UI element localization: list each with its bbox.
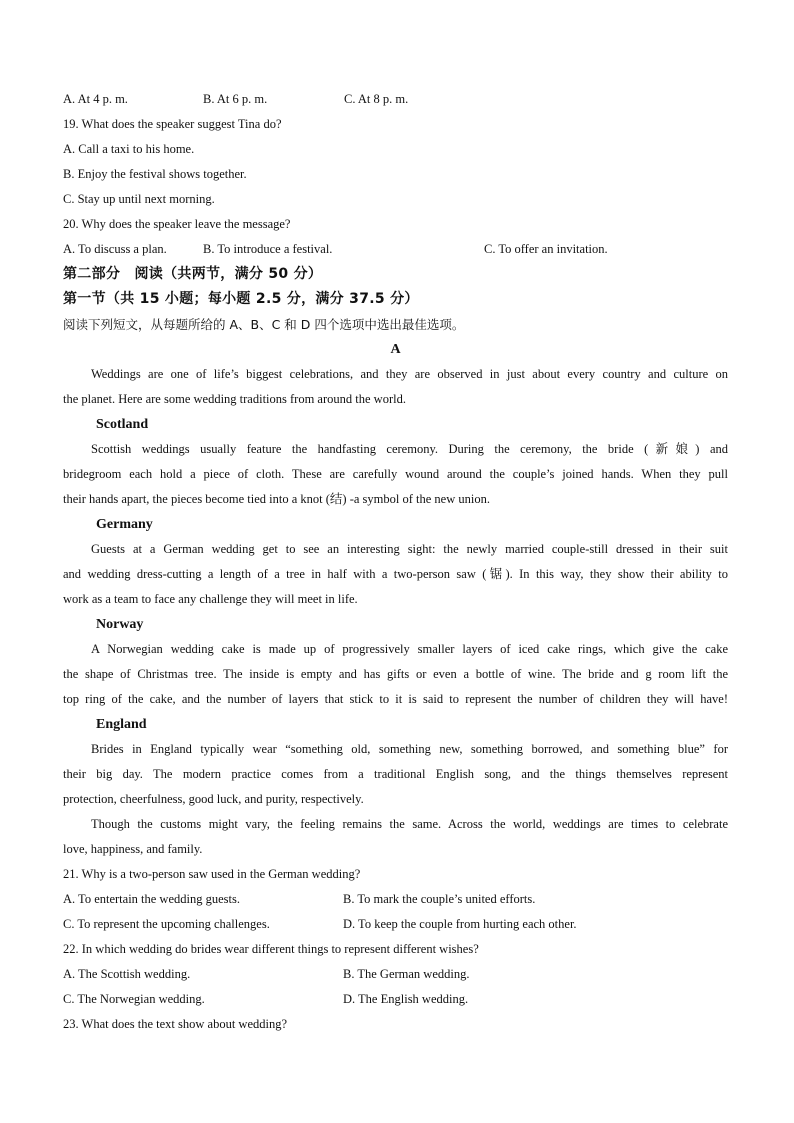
exam-page — [63, 87, 728, 1037]
norway-line-3: top ring of the cake, and the number of layers that stick to it is said to represent the number of children they will have! — [63, 692, 728, 706]
section-heading-germany: Germany — [96, 517, 153, 532]
q21-options-row-1 — [63, 887, 728, 912]
q21-option-c: C. To represent the upcoming challenges. — [63, 917, 270, 931]
england-line-2: their big day. The modern practice comes from a traditional English song, and the things themselves represent — [63, 767, 728, 781]
q18-option-c: C. At 8 p. m. — [344, 92, 409, 106]
section-one-title: 第一节（共 15 小题；每小题 2.5 分，满分 37.5 分） — [63, 291, 419, 307]
england-line-3: protection, cheerfulness, good luck, and purity, respectively. — [63, 792, 364, 806]
scotland-line-1: Scottish weddings usually feature the handfasting ceremony. During the ceremony, the bride (新娘) and — [91, 442, 728, 456]
section-heading-scotland: Scotland — [96, 417, 149, 432]
q20-option-c: C. To offer an invitation. — [484, 242, 608, 256]
intro-line-1: Weddings are one of life’s biggest celebrations, and they are observed in just about every country and culture on — [91, 367, 728, 381]
q22-options-row-1 — [63, 962, 728, 987]
q22-question: 22. In which wedding do brides wear different things to represent different wishes? — [63, 942, 479, 956]
q21-options-row-2 — [63, 912, 728, 937]
q21-option-b: B. To mark the couple’s united efforts. — [343, 892, 536, 906]
q19-option-a: A. Call a taxi to his home. — [63, 142, 195, 156]
q21-option-d: D. To keep the couple from hurting each other. — [343, 917, 577, 931]
q22-option-a: A. The Scottish wedding. — [63, 967, 191, 981]
part-two-title: 第二部分 阅读（共两节，满分 50 分） — [63, 266, 323, 282]
section-heading-norway: Norway — [96, 617, 144, 632]
q21-question: 21. Why is a two-person saw used in the German wedding? — [63, 867, 361, 881]
q22-option-b: B. The German wedding. — [343, 967, 470, 981]
q18-option-b: B. At 6 p. m. — [203, 92, 268, 106]
q18-option-a: A. At 4 p. m. — [63, 92, 128, 106]
q19-question: 19. What does the speaker suggest Tina do? — [63, 117, 282, 131]
q22-option-d: D. The English wedding. — [343, 992, 469, 1006]
conclusion-line-1: Though the customs might vary, the feeling remains the same. Across the world, weddings are times to celebrate — [91, 817, 728, 831]
germany-line-1: Guests at a German wedding get to see an interesting sight: the newly married couple-still dressed in their suit — [91, 542, 728, 556]
germany-line-2: and wedding dress-cutting a length of a tree in half with a two-person saw (锯). In this way, they show their ability to — [63, 567, 728, 581]
q20-question: 20. Why does the speaker leave the message? — [63, 217, 291, 231]
section-heading-england: England — [96, 717, 147, 732]
q22-options-row-2 — [63, 987, 728, 1012]
q19-option-c: C. Stay up until next morning. — [63, 192, 215, 206]
england-line-1: Brides in England typically wear “something old, something new, something borrowed, and something blue” for — [91, 742, 728, 756]
q20-option-a: A. To discuss a plan. — [63, 242, 167, 256]
q20-option-b: B. To introduce a festival. — [203, 242, 333, 256]
q19-option-b: B. Enjoy the festival shows together. — [63, 167, 247, 181]
conclusion-line-2: love, happiness, and family. — [63, 842, 203, 856]
germany-line-3: work as a team to face any challenge they will meet in life. — [63, 592, 358, 606]
reading-instructions: 阅读下列短文，从每题所给的 A、B、C 和 D 四个选项中选出最佳选项。 — [63, 317, 465, 332]
norway-line-2: the shape of Christmas tree. The inside is empty and has gifts or even a bottle of wine. The bride and g room lift the — [63, 667, 728, 681]
q23-question: 23. What does the text show about wedding? — [63, 1017, 288, 1031]
q22-option-c: C. The Norwegian wedding. — [63, 992, 205, 1006]
intro-line-2: the planet. Here are some wedding traditions from around the world. — [63, 392, 406, 406]
scotland-line-2: bridegroom each hold a piece of cloth. These are carefully wound around the couple’s joined hands. When they pull — [63, 467, 728, 481]
passage-letter: A — [390, 342, 401, 357]
q20-options — [63, 237, 728, 262]
scotland-line-3: their hands apart, the pieces become tied into a knot (结) -a symbol of the new union. — [63, 492, 490, 506]
q21-option-a: A. To entertain the wedding guests. — [63, 892, 240, 906]
q18-options — [63, 87, 728, 112]
norway-line-1: A Norwegian wedding cake is made up of progressively smaller layers of iced cake rings, which give the cake — [91, 642, 728, 656]
